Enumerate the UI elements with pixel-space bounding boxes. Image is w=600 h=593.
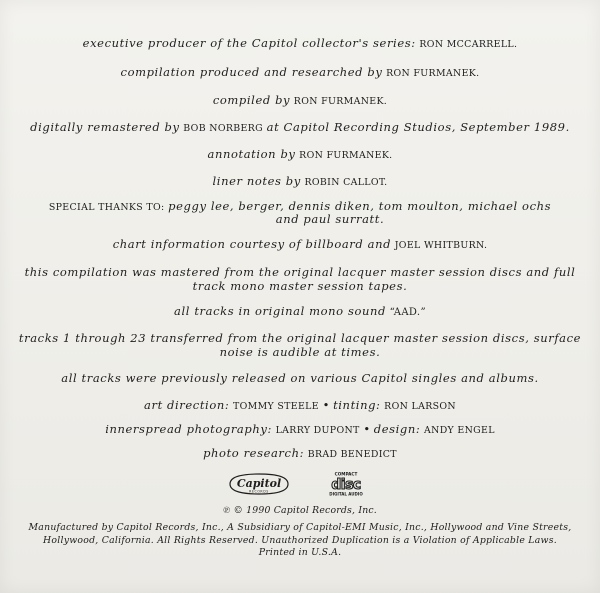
transfer-note-line2: noise is audible at times. xyxy=(219,345,381,359)
cd-logo-bottom: DIGITAL AUDIO xyxy=(329,491,363,497)
mastered-note-line2: track mono master session tapes. xyxy=(192,279,408,293)
exec-producer-credit: executive producer of the Capitol collector's series: RON MCCARRELL. xyxy=(82,36,518,50)
annotation-credit: annotation by RON FURMANEK. xyxy=(207,147,393,161)
special-thanks-line1: SPECIAL THANKS TO: peggy lee, berger, dennis diken, tom moulton, michael ochs xyxy=(48,199,552,213)
mono-sound-note: all tracks in original mono sound “AAD.” xyxy=(174,304,426,318)
photo-research-credit: photo research: BRAD BENEDICT xyxy=(203,446,397,460)
legal-line-2: Hollywood, California. All Rights Reserved. Unauthorized Duplication is a Violation of Applicable Laws. xyxy=(43,534,557,546)
compiled-credit: compiled by RON FURMANEK. xyxy=(212,93,388,107)
special-thanks-line2: and paul surratt. xyxy=(275,212,385,226)
bullet-separator: • xyxy=(322,398,330,412)
bullet-separator: • xyxy=(363,422,371,436)
mastered-note-line1: this compilation was mastered from the original lacquer master session discs and full xyxy=(24,265,576,279)
capitol-records-logo xyxy=(224,473,294,495)
legal-line-1: Manufactured by Capitol Records, Inc., A Subsidiary of Capitol-EMI Music, Inc., Hollywood and Vine Streets, xyxy=(28,522,572,533)
remastered-credit: digitally remastered by BOB NORBERG at Capitol Recording Studios, September 1989. xyxy=(30,120,570,134)
art-direction-credit: art direction: TOMMY STEELE • tinting: RON LARSON xyxy=(144,398,456,412)
capitol-logo-sub: RECORDS xyxy=(249,489,269,494)
photography-credit: innerspread photography: LARRY DUPONT • design: ANDY ENGEL xyxy=(105,422,495,436)
compilation-credit: compilation produced and researched by RON FURMANEK. xyxy=(120,65,480,79)
chart-info-credit: chart information courtesy of billboard and JOEL WHITBURN. xyxy=(112,237,488,251)
capitol-logo-text: Capitol xyxy=(236,477,282,490)
logo-row xyxy=(0,473,600,497)
legal-line-3: Printed in U.S.A. xyxy=(258,547,342,558)
compact-disc-logo xyxy=(320,471,372,497)
copyright-line: ℗ © 1990 Capitol Records, Inc. xyxy=(223,505,377,516)
cd-logo-top: COMPACT xyxy=(334,471,358,477)
released-note: all tracks were previously released on various Capitol singles and albums. xyxy=(61,371,539,385)
cd-logo-mid: disc xyxy=(331,477,361,493)
legal-notice xyxy=(0,522,600,560)
transfer-note-line1: tracks 1 through 23 transferred from the original lacquer master session discs, surface xyxy=(18,331,582,345)
liner-notes-credit: liner notes by ROBIN CALLOT. xyxy=(212,174,388,188)
